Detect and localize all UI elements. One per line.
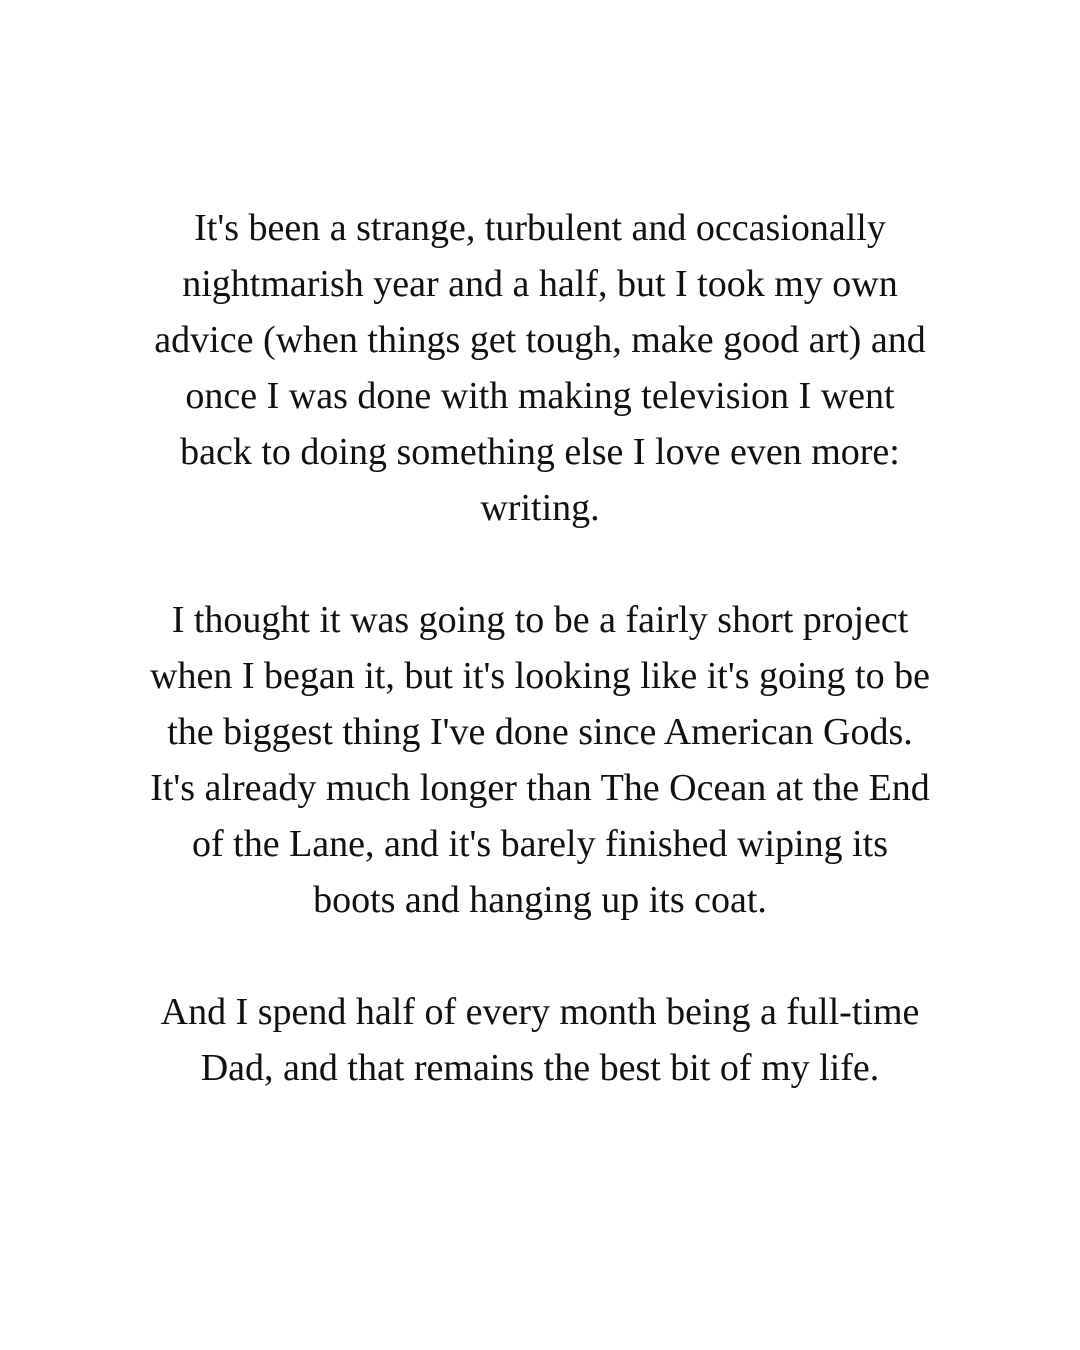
text-line: And I spend half of every month being a full-time	[160, 991, 920, 1033]
text-line: once I was done with making television I went	[185, 375, 895, 417]
text-line: advice (when things get tough, make good art) and	[154, 319, 926, 361]
text-line: nightmarish year and a half, but I took my own	[182, 263, 898, 305]
text-line: Dad, and that remains the best bit of my life.	[200, 1047, 880, 1089]
text-line: It's already much longer than The Ocean at the End	[150, 767, 930, 809]
body-text	[90, 200, 990, 1096]
paragraph-2	[90, 592, 990, 928]
paragraph-3	[90, 984, 990, 1096]
text-line: the biggest thing I've done since American Gods.	[167, 711, 913, 753]
text-line: back to doing something else I love even more:	[180, 431, 900, 473]
text-line: boots and hanging up its coat.	[313, 879, 767, 921]
text-line: I thought it was going to be a fairly short project	[171, 599, 909, 641]
text-line: of the Lane, and it's barely finished wiping its	[192, 823, 888, 865]
paragraph-1	[90, 200, 990, 536]
text-line: writing.	[480, 487, 600, 529]
text-line: It's been a strange, turbulent and occasionally	[194, 207, 886, 249]
text-line: when I began it, but it's looking like it's going to be	[150, 655, 930, 697]
